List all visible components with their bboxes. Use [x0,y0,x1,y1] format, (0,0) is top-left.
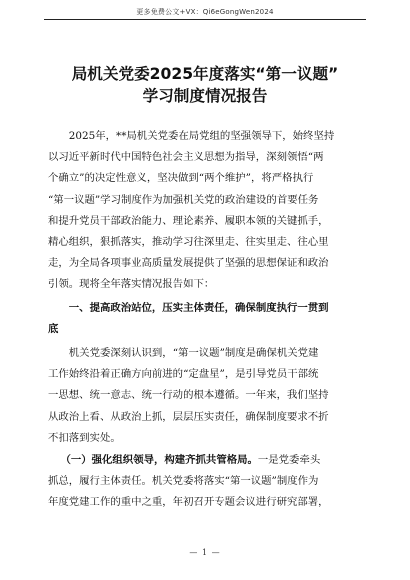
subsection-lead: （一）强化组织领导，构建齐抓共管格局。 [60,454,258,466]
intro-line: 精心组织，狠抓落实，推动学习往深里走、往实里走、往心里 [48,236,329,249]
intro-line: 走，为全局各项事业高质量发展提供了坚强的思想保证和政治 [48,257,329,270]
subsection-lead-rest: 一是党委牵头 [257,454,321,466]
section-1-paragraph [48,343,363,449]
title-line-2: 学习制度情况报告 [142,87,268,105]
intro-line: 引领。现将全年落实情况报告如下： [48,278,215,291]
section-heading-line: 一、提高政治站位，压实主体责任，确保制度执行一贯到 [68,302,329,314]
section-line: 一思想、统一意志、统一行动的根本遵循。一年来，我们坚持 [48,389,329,402]
intro-line: 个确立”的决定性意义，坚决做到“两个维护”，将严格执行 [48,172,314,185]
intro-line: 和提升党员干部政治能力、理论素养、履职本领的关键抓手， [48,214,329,227]
subsection-1 [48,450,363,514]
section-line: 机关党委深刻认识到，“第一议题”制度是确保机关党建 [68,347,319,359]
subsection-line: 年度党建工作的重中之重，年初召开专题会议进行研究部署， [48,496,329,509]
subsection-line: 抓总，履行主体责任。机关党委将落实“第一议题”制度作为 [48,475,319,488]
section-line: 从政治上看、从政治上抓，层层压实责任，确保制度要求不折 [48,410,329,423]
header-banner: 更多免费公文+VX：Qi6eGongWen2024 [136,8,274,16]
document-title [0,63,410,107]
intro-paragraph [48,126,363,296]
section-heading-line: 底 [48,323,59,336]
section-1-heading [48,298,363,340]
intro-line: “第一议题”学习制度作为加强机关党的政治建设的首要任务 [48,193,319,206]
section-line: 不扣落到实处。 [48,431,121,444]
title-line-1: 局机关党委2025年度落实“第一议题” [71,65,339,83]
subsection-heading-line [48,450,363,471]
header-rule [44,19,366,20]
intro-line: 2025年，**局机关党委在局党组的坚强领导下，始终坚持 [68,130,335,142]
page-number: — 1 — [189,548,221,557]
intro-line: 以习近平新时代中国特色社会主义思想为指导，深刻领悟“两 [48,151,324,164]
section-line: 工作始终沿着正确方向前进的“定盘星”，是引导党员干部统 [48,368,319,381]
